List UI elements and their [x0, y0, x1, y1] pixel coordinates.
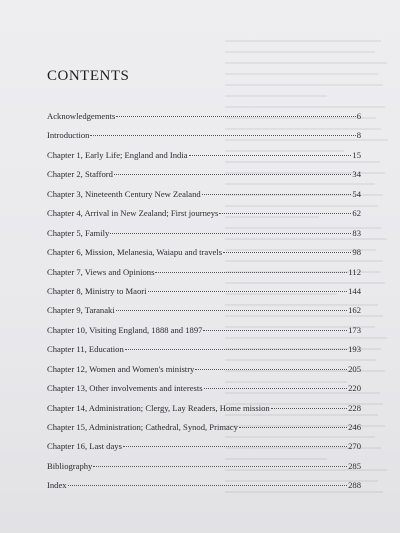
toc-entry[interactable]	[47, 150, 361, 169]
toc-entry-page-number: 98	[352, 247, 361, 258]
toc-dot-leader	[123, 446, 347, 447]
toc-entry-title: Chapter 11, Education	[47, 344, 124, 355]
toc-entry-title: Chapter 14, Administration; Clergy, Lay Readers, Home mission	[47, 402, 270, 413]
toc-entry-title: Chapter 13, Other involvements and interests	[47, 383, 203, 394]
toc-entry-page-number: 162	[348, 305, 361, 316]
toc-entry-title: Introduction	[47, 130, 90, 141]
toc-dot-leader	[116, 116, 355, 117]
toc-entry[interactable]	[47, 189, 361, 208]
toc-entry-page-number: 193	[348, 344, 361, 355]
toc-dot-leader	[114, 174, 351, 175]
toc-entry[interactable]	[47, 325, 361, 344]
toc-entry[interactable]	[47, 130, 361, 149]
toc-entry-page-number: 54	[352, 188, 361, 199]
toc-entry[interactable]	[47, 208, 361, 227]
toc-entry-page-number: 6	[356, 111, 361, 121]
toc-entry-page-number: 83	[352, 227, 361, 238]
toc-entry-page-number: 34	[352, 169, 361, 180]
toc-entry[interactable]	[47, 247, 361, 266]
toc-entry[interactable]	[47, 169, 361, 188]
toc-entry[interactable]	[47, 480, 361, 499]
toc-entry-page-number: 220	[348, 383, 361, 394]
toc-entry-title: Chapter 9, Taranaki	[47, 305, 115, 316]
contents-heading: CONTENTS	[47, 68, 130, 84]
toc-entry-page-number: 270	[348, 441, 361, 452]
table-of-contents	[47, 111, 361, 500]
toc-dot-leader	[155, 272, 347, 273]
toc-entry-title: Acknowledgements	[47, 111, 116, 121]
toc-entry-title: Chapter 2, Stafford	[47, 169, 113, 180]
toc-entry[interactable]	[47, 305, 361, 324]
toc-dot-leader	[116, 310, 347, 311]
toc-entry[interactable]	[47, 422, 361, 441]
toc-dot-leader	[239, 427, 347, 428]
toc-entry-page-number: 288	[348, 480, 361, 491]
toc-entry-title: Chapter 8, Ministry to Maori	[47, 285, 147, 296]
toc-entry-page-number: 112	[348, 266, 361, 277]
toc-dot-leader	[90, 135, 355, 136]
toc-entry-title: Chapter 6, Mission, Melanesia, Waiapu and travels	[47, 247, 223, 258]
toc-entry[interactable]	[47, 383, 361, 402]
toc-dot-leader	[203, 330, 347, 331]
toc-entry-page-number: 205	[348, 363, 361, 374]
toc-entry-title: Chapter 10, Visiting England, 1888 and 1897	[47, 324, 203, 335]
toc-entry-page-number: 15	[352, 149, 361, 160]
toc-entry-title: Index	[47, 480, 67, 491]
toc-dot-leader	[223, 252, 351, 253]
toc-entry-title: Chapter 7, Views and Opinions	[47, 266, 155, 277]
toc-entry[interactable]	[47, 228, 361, 247]
toc-dot-leader	[148, 291, 348, 292]
toc-entry-title: Chapter 15, Administration; Cathedral, Synod, Primacy	[47, 422, 238, 432]
toc-entry-page-number: 246	[348, 422, 361, 432]
toc-entry-title: Chapter 4, Arrival in New Zealand; First journeys	[47, 208, 219, 219]
toc-entry[interactable]	[47, 267, 361, 286]
toc-entry-title: Chapter 1, Early Life; England and India	[47, 149, 188, 160]
toc-entry-page-number: 8	[356, 130, 361, 141]
toc-entry-title: Chapter 16, Last days	[47, 441, 122, 452]
toc-entry-page-number: 62	[352, 208, 361, 219]
toc-dot-leader	[204, 388, 348, 389]
toc-dot-leader	[110, 233, 351, 234]
toc-entry[interactable]	[47, 286, 361, 305]
toc-entry-page-number: 228	[348, 402, 361, 413]
toc-entry-page-number: 144	[348, 285, 361, 296]
toc-entry[interactable]	[47, 461, 361, 480]
toc-dot-leader	[189, 155, 352, 156]
toc-entry-title: Chapter 3, Nineteenth Century New Zealand	[47, 188, 201, 199]
toc-entry[interactable]	[47, 344, 361, 363]
toc-dot-leader	[125, 349, 347, 350]
toc-dot-leader	[202, 194, 352, 195]
toc-dot-leader	[271, 408, 347, 409]
toc-dot-leader	[219, 213, 351, 214]
toc-entry-title: Bibliography	[47, 460, 93, 471]
toc-dot-leader	[93, 466, 347, 467]
toc-dot-leader	[195, 369, 347, 370]
toc-entry[interactable]	[47, 111, 361, 130]
toc-entry-page-number: 285	[348, 460, 361, 471]
toc-entry-title: Chapter 5, Family	[47, 227, 110, 238]
toc-dot-leader	[68, 485, 348, 486]
toc-entry[interactable]	[47, 441, 361, 460]
toc-entry[interactable]	[47, 364, 361, 383]
toc-entry-title: Chapter 12, Women and Women's ministry	[47, 363, 195, 374]
toc-entry[interactable]	[47, 403, 361, 422]
toc-entry-page-number: 173	[348, 324, 361, 335]
